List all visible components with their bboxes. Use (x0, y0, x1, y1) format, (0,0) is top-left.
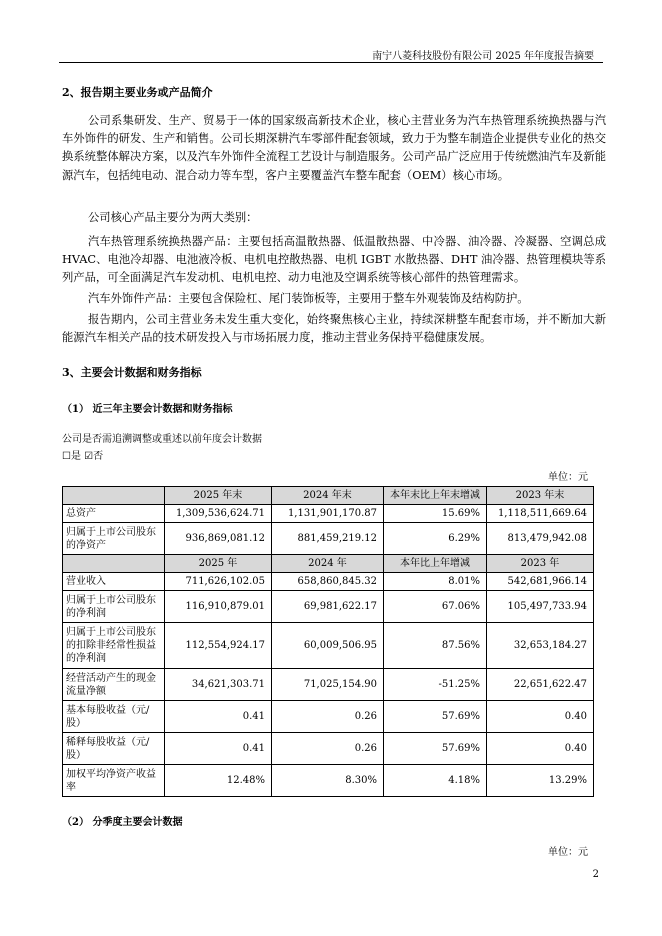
col-header-2023: 2023 年 (487, 555, 594, 573)
section3-heading: 3、主要会计数据和财务指标 (62, 366, 202, 379)
table-row: 营业收入 711,626,102.05 658,860,845.32 8.01% 542,681,966.14 (63, 573, 594, 591)
table-header-row-year-end (63, 487, 594, 505)
unit-label-2: 单位：元 (548, 847, 588, 858)
col-header-2025-end: 2025 年末 (165, 487, 272, 505)
business-paragraph-1: 公司系集研发、生产、贸易于一体的国家级高新技术企业，核心主营业务为汽车热管理系统换热器与汽车外饰件的研发、生产和销售。公司长期深耕汽车零部件配套领域，致力于为整车制造企业提供专业化的热交换系统整体解决方案，以及汽车外饰件全流程工艺设计与制造服务。公司产品广泛应用于传统燃油汽车及新能源汽车，包括纯电动、混合动力等车型，客户主要覆盖汽车整车配套（OEM）核心市场。 (62, 114, 606, 182)
business-paragraph-3: 汽车热管理系统换热器产品：主要包括高温散热器、低温散热器、中冷器、油冷器、冷凝器、空调总成 HVAC、电池冷却器、电池液冷板、电机电控散热器、电机 IGBT 水散热器、DHT 油冷器、热管理模块等系列产品，可全面满足汽车发动机、电机电控、动力电池及空调系统等核心部件的热管理需求。 (62, 235, 606, 285)
col-header-2024-end: 2024 年末 (272, 487, 384, 505)
report-header-title: 南宁八菱科技股份有限公司 2025 年年度报告摘要 (372, 51, 594, 62)
subsection2-heading: （2） 分季度主要会计数据 (62, 817, 183, 828)
page-number: 2 (592, 869, 599, 880)
col-header-2025: 2025 年 (165, 555, 272, 573)
table-row: 归属于上市公司股东的净资产 936,869,081.12 881,459,219.12 6.29% 813,479,942.08 (63, 523, 594, 555)
col-header-2023-end: 2023 年末 (487, 487, 594, 505)
table-row: 稀释每股收益（元/股） 0.41 0.26 57.69% 0.40 (63, 733, 594, 765)
table-header-row-year (63, 555, 594, 573)
table-row: 总资产 1,309,536,624.71 1,131,901,170.87 15.69% 1,118,511,669.64 (63, 505, 594, 523)
subsection1-heading: （1） 近三年主要会计数据和财务指标 (62, 404, 233, 415)
table-row: 经营活动产生的现金流量净额 34,621,303.71 71,025,154.90 -51.25% 22,651,622.47 (63, 669, 594, 701)
business-paragraph-5: 报告期内，公司主营业务未发生重大变化，始终聚焦核心主业，持续深耕整车配套市场，并不断加大新能源汽车相关产品的技术研发投入与市场拓展力度，推动主营业务保持平稳健康发展。 (62, 313, 606, 345)
section2-heading: 2、报告期主要业务或产品简介 (62, 86, 213, 99)
unit-label: 单位：元 (548, 472, 588, 483)
header-rule (59, 62, 603, 63)
table-row: 加权平均净资产收益率 12.48% 8.30% 4.18% 13.29% (63, 765, 594, 797)
col-header-yoy-change: 本年比上年增减 (384, 555, 487, 573)
business-paragraph-2: 公司核心产品主要分为两大类别： (88, 211, 258, 224)
col-header-yoy-change-end: 本年末比上年末增减 (384, 487, 487, 505)
restatement-answer-checkboxes: ☐是 ☑否 (62, 451, 104, 462)
col-header-2024: 2024 年 (272, 555, 384, 573)
table-row: 归属于上市公司股东的净利润 116,910,879.01 69,981,622.17 67.06% 105,497,733.94 (63, 591, 594, 623)
table-row: 基本每股收益（元/股） 0.41 0.26 57.69% 0.40 (63, 701, 594, 733)
business-paragraph-4: 汽车外饰件产品：主要包含保险杠、尾门装饰板等，主要用于整车外观装饰及结构防护。 (88, 292, 529, 305)
table-row: 归属于上市公司股东的扣除非经常性损益的净利润 112,554,924.17 60,009,506.95 87.56% 32,653,184.27 (63, 623, 594, 669)
financial-data-table (62, 486, 594, 797)
restatement-question: 公司是否需追溯调整或重述以前年度会计数据 (62, 434, 262, 445)
